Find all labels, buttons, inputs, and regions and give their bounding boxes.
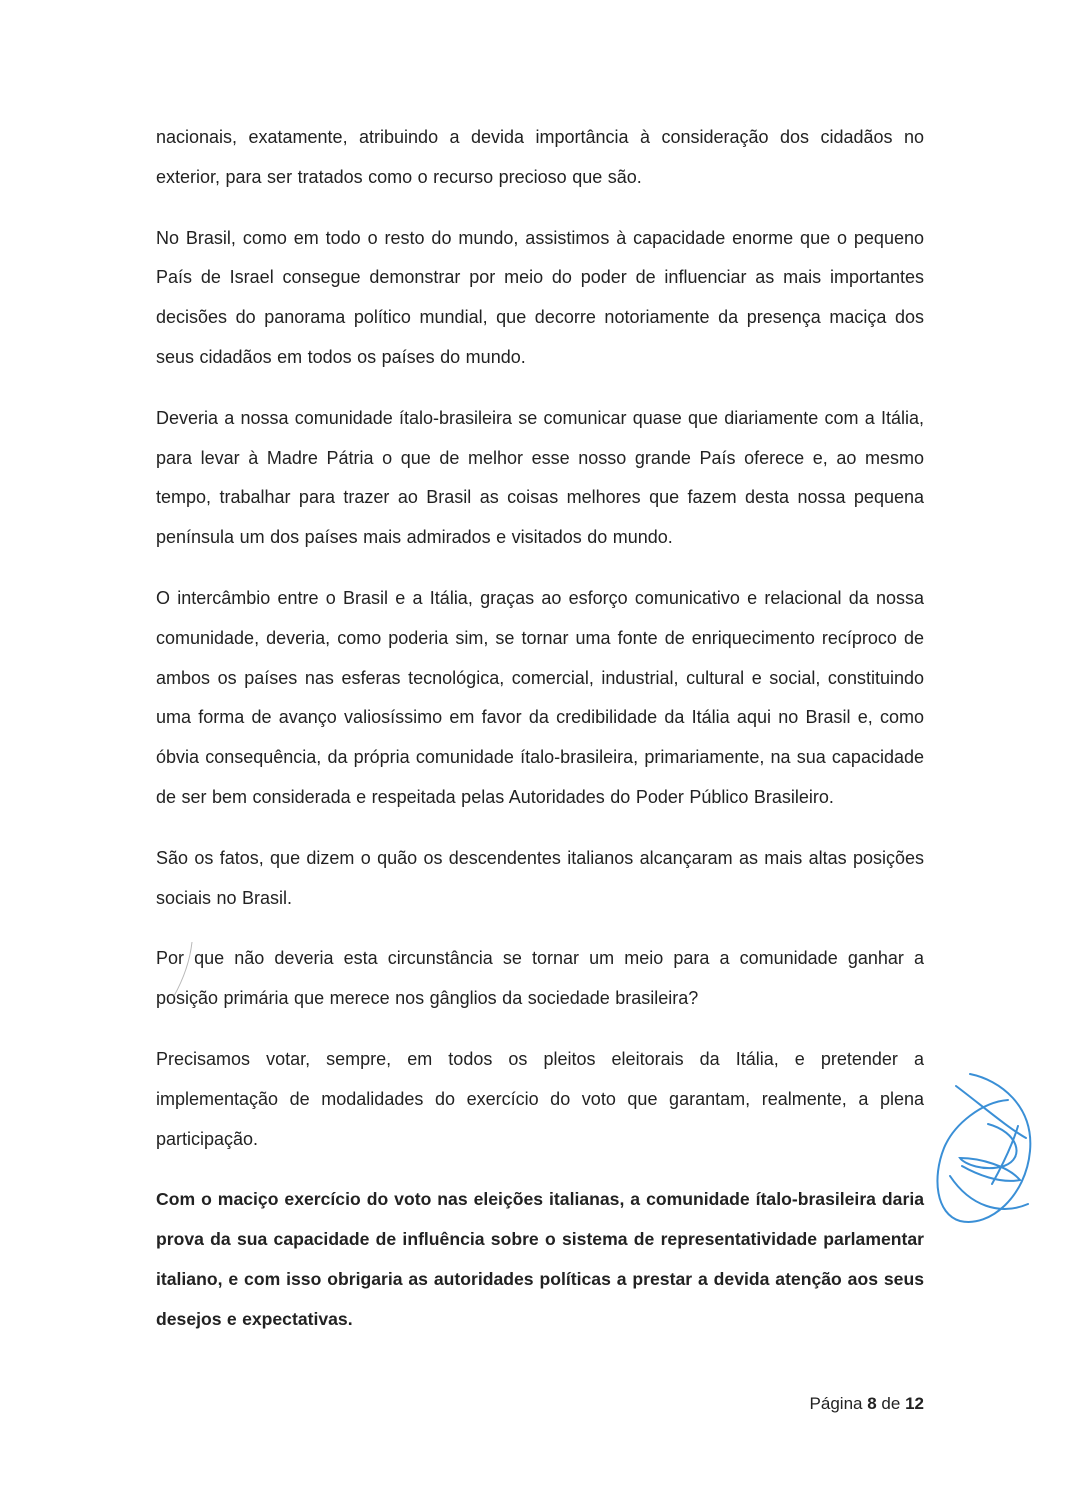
page-number: [810, 1394, 924, 1414]
paragraph-4: O intercâmbio entre o Brasil e a Itália, graças ao esforço comunicativo e relacional da nossa comunidade, deveria, como poderia sim, se tornar uma fonte de enriquecimento recíproco de ambos os países nas esferas tecnológica, comercial, industrial, cultural e social, constituindo uma forma de avanço valiosíssimo em favor da credibilidade da Itália aqui no Brasil e, como óbvia consequência, da própria comunidade ítalo-brasileira, primariamente, na sua capacidade de ser bem considerada e respeitada pelas Autoridades do Poder Público Brasileiro.: [156, 587, 924, 807]
signature-strokes: [937, 1074, 1030, 1222]
signature-initials: [930, 1066, 1040, 1236]
paragraph-2: No Brasil, como em todo o resto do mundo, assistimos à capacidade enorme que o pequeno País de Israel consegue demonstrar por meio do poder de influenciar as mais importantes decisões do panorama político mundial, que decorre notoriamente da presença maciça dos seus cidadãos em todos os países do mundo.: [156, 227, 924, 367]
body-text: [156, 118, 924, 1361]
page-label: Página: [809, 1394, 863, 1413]
paragraph-1: nacionais, exatamente, atribuindo a devida importância à consideração dos cidadãos no exterior, para ser tratados como o recurso precioso que são.: [156, 127, 924, 187]
pen-stroke-mark: [170, 940, 200, 1000]
paragraph-3: Deveria a nossa comunidade ítalo-brasileira se comunicar quase que diariamente com a Itália, para levar à Madre Pátria o que de melhor esse nosso grande País oferece e, ao mesmo tempo, trabalhar para trazer ao Brasil as coisas melhores que fazem desta nossa pequena península um dos países mais admirados e visitados do mundo.: [156, 407, 924, 548]
paragraph-8: Com o maciço exercício do voto nas eleições italianas, a comunidade ítalo-brasileira daria prova da sua capacidade de influência sobre o sistema de representatividade parlamentar italiano, e com isso obrigaria as autoridades políticas a prestar a devida atenção aos seus desejos e expectativas.: [156, 1189, 924, 1329]
of-label: de: [881, 1394, 901, 1413]
paragraph-5: São os fatos, que dizem o quão os descendentes italianos alcançaram as mais altas posições sociais no Brasil.: [156, 847, 924, 908]
paragraph-6: Por que não deveria esta circunstância se tornar um meio para a comunidade ganhar a posição primária que merece nos gânglios da sociedade brasileira?: [156, 948, 924, 1009]
current-page: 8: [867, 1394, 877, 1413]
paragraph-7: Precisamos votar, sempre, em todos os pleitos eleitorais da Itália, e pretender a implementação de modalidades do exercício do voto que garantam, realmente, a plena participação.: [156, 1048, 924, 1149]
total-pages: 12: [905, 1394, 924, 1413]
